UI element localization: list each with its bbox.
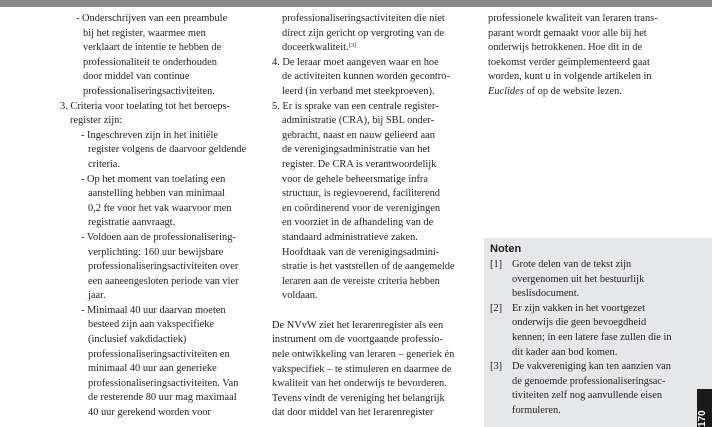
text-line: (inclusief vakdidactiek) [88,334,187,346]
text-line: Tevens vindt de vereniging het belangrijk [272,392,445,404]
note-ref: [2] [490,302,503,314]
note-item [490,258,672,273]
text-fragment: doceerkwaliteit. [282,42,349,54]
text-line: professionaliteit te onderhouden [83,56,217,68]
text-line: toekomst verder geïmplementeerd gaat [488,56,650,68]
text-line: criteria. [88,158,121,170]
text-line: instrument om de voortgaande professio- [272,334,443,346]
footnote-ref: [3] [348,42,357,50]
text-line: de activiteiten kunnen worden gecontro- [282,71,450,83]
text-line: en coördinerend voor de verenigingen [282,202,441,214]
text-line: De NVvW ziet het lerarenregister als een [272,319,444,331]
note-ref: [3] [490,361,503,373]
note-text: overgenomen uit het bestuurlijk [512,273,645,285]
text-line: register volgens de daarvoor geldende [88,144,247,156]
text-line: professionaliseringsactiviteiten en [88,348,230,360]
note-text: tiviteiten zelf nog aanvullende eisen [512,390,663,402]
text-line [488,85,710,100]
text-line: structuur, is regievoerend, faciliterend [282,188,440,200]
list-item-heading: 3. Criteria voor toelating tot het beroeps- [60,100,230,112]
text-line: worden, kunt u in volgende artikelen in [488,71,652,83]
text-line: voldaan. [282,290,318,302]
text-line: leraren aan de vereiste criteria hebben [282,275,440,287]
text-column-3 [488,12,710,100]
text-line: leerd (in verband met steekproeven). [282,85,435,97]
list-item-heading: 5. Er is sprake van een centrale register- [272,100,439,112]
bullet-line: - Op het moment van toelating een [81,173,226,185]
text-line: de verenigingsadministratie van het [282,144,431,156]
text-line: 0,2 fte voor het vak waarvoor men [88,202,232,214]
text-line: administratie (CRA), bij SBL onder- [282,115,435,127]
text-line: en voorziet in de afhandeling van de [282,217,434,229]
text-line: professionaliseringsactiviteiten. [83,85,215,97]
top-border-bar [0,0,712,7]
text-line: dat door middel van het lerarenregister [272,407,434,419]
note-text: formuleren. [512,404,561,416]
text-line: aanstelling hebben van minimaal [88,188,226,200]
text-line: direct zijn gericht op vergroting van de [282,27,444,39]
text-column-2 [272,12,467,421]
text-line: minimaal 40 uur aan generieke [88,363,217,375]
note-text: de genoemde professionaliseringsac- [512,375,666,387]
note-text: De vakvereniging kan ten aanzien van [512,361,671,373]
text-line: professionaliseringsactiviteiten over [88,261,239,273]
text-line: standaard administratieve zaken. [282,231,418,243]
note-ref: [1] [490,259,503,270]
text-line: professionele kwaliteit van leraren trans- [488,13,658,24]
text-line: professionaliseringsactiviteiten die niet [282,13,445,24]
note-text: onderwijs die geen bevoegdheid [512,317,647,329]
text-line: stratie is het vaststellen of de aangemelde [282,261,455,273]
text-line: parant wordt gemaakt voor alle bij het [488,27,647,39]
text-line: nele ontwikkeling van leraren – generiek én [272,349,455,361]
text-line: bij het register, waarmee men [83,27,206,39]
text-line: 40 uur gerekend worden voor [88,407,211,419]
note-text: Grote delen van de tekst zijn [512,259,632,270]
note-text: beslisdocument. [512,288,580,300]
notes-list [490,258,672,419]
text-line: een aaneengesloten periode van vier [88,275,239,287]
text-line: besteed zijn aan vakspecifieke [88,319,215,331]
note-text: dit kader aan bod komen. [512,346,618,358]
text-line: de resterende 80 uur mag maximaal [88,392,237,404]
note-item [490,302,672,317]
journal-name: Euclides [488,85,524,97]
bullet-line: - Voldoen aan de professionalisering- [81,231,236,243]
text-line: door middel van continue [83,71,190,83]
notes-box [484,238,712,427]
text-line: verklaart de intentie te hebben de [83,42,222,54]
note-item [490,360,672,375]
text-line: register zijn: [70,115,123,127]
list-item-heading: 4. De leraar moet aangeven waar en hoe [272,56,439,68]
note-text: kennen; in een latere fase zullen die in [512,331,672,343]
text-line: verplichting: 160 uur bewijsbare [88,246,224,258]
bullet-line: - Ingeschreven zijn in het initiële [81,129,219,141]
text-line: gebracht, naast en nauw gelieerd aan [282,129,435,141]
text-line: professionaliseringsactiviteiten. Van [88,377,239,389]
text-line: - Onderschrijven van een preambule [76,13,228,24]
text-line: kwaliteit van het onderwijs te bevorderen. [272,378,447,390]
note-text: Er zijn vakken in het voortgezet [512,302,646,314]
text-line: Hoofdtaak van de verenigingsadmini- [282,246,440,258]
text-column-1 [56,12,246,421]
text-line [272,41,467,56]
text-line: registratie aanvraagt. [88,217,176,229]
notes-title: Noten [490,243,522,255]
text-line: register. De CRA is verantwoordelijk [282,158,437,170]
page-number: 170 [697,410,708,427]
bullet-line: - Minimaal 40 uur daarvan moeten [81,304,226,316]
paragraph-gap [272,304,467,319]
text-line: onderwijs betrokkenen. Hoe dit in de [488,42,643,54]
text-line: voor de gehele beheersmatige infra [282,173,428,185]
text-fragment: of op de website lezen. [526,85,622,97]
text-line: jaar. [88,290,106,302]
text-line: vakspecifiek – te stimuleren en daarmee de [272,363,452,375]
